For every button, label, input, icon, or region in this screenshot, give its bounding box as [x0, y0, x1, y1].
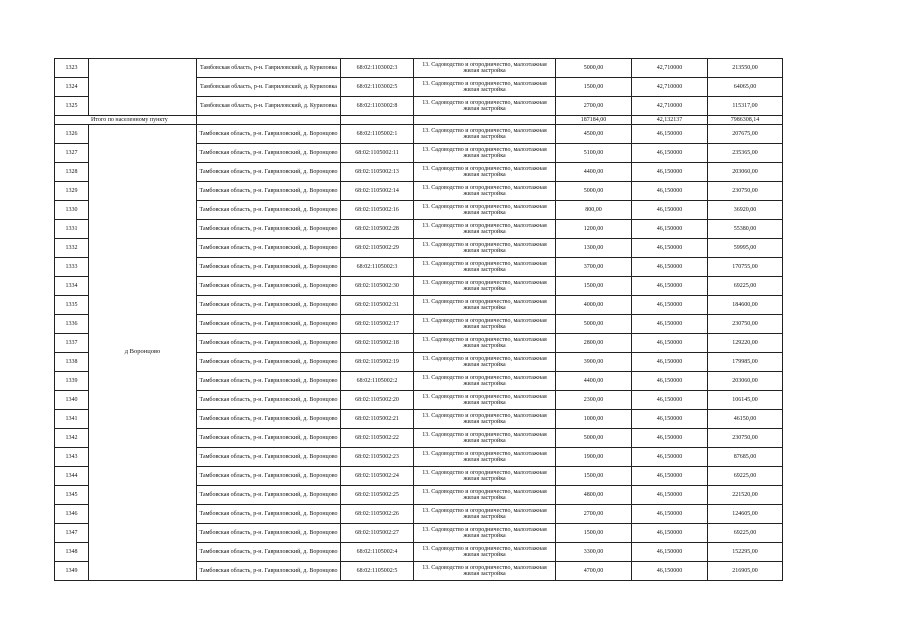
area-cell: 1500,00 — [556, 467, 632, 486]
value-cell: 124605,00 — [708, 505, 783, 524]
row-number: 1335 — [55, 296, 89, 315]
address-cell: Тамбовская область, р-н. Гавриловский, д. Воронцово — [197, 486, 341, 505]
area-cell: 2700,00 — [556, 505, 632, 524]
cadastral-number: 68:02:1105002:3 — [341, 258, 414, 277]
rate-cell: 46,150000 — [632, 524, 708, 543]
area-cell: 2700,00 — [556, 97, 632, 116]
address-cell: Тамбовская область, р-н. Гавриловский, д. Куриловка — [197, 59, 341, 78]
rate-cell: 46,150000 — [632, 410, 708, 429]
row-number: 1338 — [55, 353, 89, 372]
area-cell: 4400,00 — [556, 163, 632, 182]
document-page — [54, 58, 782, 581]
rate-cell: 46,150000 — [632, 239, 708, 258]
area-cell: 4400,00 — [556, 372, 632, 391]
row-number: 1324 — [55, 78, 89, 97]
cadastral-number: 68:02:1103002:5 — [341, 78, 414, 97]
address-cell: Тамбовская область, р-н. Гавриловский, д. Воронцово — [197, 448, 341, 467]
area-cell: 3900,00 — [556, 353, 632, 372]
address-cell: Тамбовская область, р-н. Гавриловский, д. Куриловка — [197, 78, 341, 97]
row-number: 1329 — [55, 182, 89, 201]
land-use-cell: 13. Садоводство и огородничество, малоэтажная жилая застройка — [414, 524, 556, 543]
area-cell: 800,00 — [556, 201, 632, 220]
total-label: Итого по населенному пункту — [55, 116, 197, 125]
address-cell: Тамбовская область, р-н. Гавриловский, д. Воронцово — [197, 144, 341, 163]
cadastral-number: 68:02:1105002:29 — [341, 239, 414, 258]
value-cell: 230750,00 — [708, 315, 783, 334]
land-use-cell: 13. Садоводство и огородничество, малоэтажная жилая застройка — [414, 182, 556, 201]
empty-cell — [414, 116, 556, 125]
land-use-cell: 13. Садоводство и огородничество, малоэтажная жилая застройка — [414, 258, 556, 277]
row-number: 1326 — [55, 125, 89, 144]
land-use-cell: 13. Садоводство и огородничество, малоэтажная жилая застройка — [414, 543, 556, 562]
land-use-cell: 13. Садоводство и огородничество, малоэтажная жилая застройка — [414, 334, 556, 353]
cadastral-number: 68:02:1105002:23 — [341, 448, 414, 467]
land-use-cell: 13. Садоводство и огородничество, малоэтажная жилая застройка — [414, 277, 556, 296]
rate-cell: 46,150000 — [632, 144, 708, 163]
row-number: 1327 — [55, 144, 89, 163]
cadastral-number: 68:02:1105002:4 — [341, 543, 414, 562]
cadastral-value-table — [54, 58, 783, 581]
rate-cell: 46,150000 — [632, 258, 708, 277]
value-cell: 179985,00 — [708, 353, 783, 372]
area-cell: 3300,00 — [556, 543, 632, 562]
rate-cell: 42,710000 — [632, 59, 708, 78]
row-number: 1345 — [55, 486, 89, 505]
address-cell: Тамбовская область, р-н. Гавриловский, д. Куриловка — [197, 97, 341, 116]
rate-cell: 46,150000 — [632, 353, 708, 372]
total-rate: 42,132137 — [632, 116, 708, 125]
row-number: 1325 — [55, 97, 89, 116]
rate-cell: 46,150000 — [632, 429, 708, 448]
rate-cell: 46,150000 — [632, 543, 708, 562]
land-use-cell: 13. Садоводство и огородничество, малоэтажная жилая застройка — [414, 391, 556, 410]
address-cell: Тамбовская область, р-н. Гавриловский, д. Воронцово — [197, 220, 341, 239]
area-cell: 1200,00 — [556, 220, 632, 239]
value-cell: 69225,00 — [708, 467, 783, 486]
rate-cell: 46,150000 — [632, 315, 708, 334]
row-number: 1337 — [55, 334, 89, 353]
address-cell: Тамбовская область, р-н. Гавриловский, д. Воронцово — [197, 334, 341, 353]
land-use-cell: 13. Садоводство и огородничество, малоэтажная жилая застройка — [414, 448, 556, 467]
address-cell: Тамбовская область, р-н. Гавриловский, д. Воронцово — [197, 391, 341, 410]
address-cell: Тамбовская область, р-н. Гавриловский, д. Воронцово — [197, 277, 341, 296]
total-area: 187184,00 — [556, 116, 632, 125]
rate-cell: 46,150000 — [632, 125, 708, 144]
row-number: 1330 — [55, 201, 89, 220]
land-use-cell: 13. Садоводство и огородничество, малоэтажная жилая застройка — [414, 220, 556, 239]
locality-cell — [89, 59, 197, 116]
row-number: 1343 — [55, 448, 89, 467]
value-cell: 59995,00 — [708, 239, 783, 258]
area-cell: 1000,00 — [556, 410, 632, 429]
row-number: 1342 — [55, 429, 89, 448]
row-number: 1339 — [55, 372, 89, 391]
area-cell: 1900,00 — [556, 448, 632, 467]
cadastral-number: 68:02:1103002:8 — [341, 97, 414, 116]
rate-cell: 46,150000 — [632, 182, 708, 201]
rate-cell: 46,150000 — [632, 562, 708, 581]
address-cell: Тамбовская область, р-н. Гавриловский, д. Воронцово — [197, 353, 341, 372]
cadastral-number: 68:02:1105002:19 — [341, 353, 414, 372]
cadastral-number: 68:02:1105002:27 — [341, 524, 414, 543]
value-cell: 115317,00 — [708, 97, 783, 116]
value-cell: 207675,00 — [708, 125, 783, 144]
address-cell: Тамбовская область, р-н. Гавриловский, д. Воронцово — [197, 524, 341, 543]
rate-cell: 46,150000 — [632, 296, 708, 315]
rate-cell: 42,710000 — [632, 97, 708, 116]
value-cell: 152295,00 — [708, 543, 783, 562]
area-cell: 1500,00 — [556, 78, 632, 97]
area-cell: 1500,00 — [556, 524, 632, 543]
row-number: 1333 — [55, 258, 89, 277]
value-cell: 106145,00 — [708, 391, 783, 410]
land-use-cell: 13. Садоводство и огородничество, малоэтажная жилая застройка — [414, 410, 556, 429]
address-cell: Тамбовская область, р-н. Гавриловский, д. Воронцово — [197, 182, 341, 201]
land-use-cell: 13. Садоводство и огородничество, малоэтажная жилая застройка — [414, 125, 556, 144]
rate-cell: 46,150000 — [632, 391, 708, 410]
address-cell: Тамбовская область, р-н. Гавриловский, д. Воронцово — [197, 543, 341, 562]
row-number: 1341 — [55, 410, 89, 429]
cadastral-number: 68:02:1105002:14 — [341, 182, 414, 201]
locality-cell: д Воронцово — [89, 125, 197, 581]
total-row — [55, 116, 783, 125]
address-cell: Тамбовская область, р-н. Гавриловский, д. Воронцово — [197, 315, 341, 334]
land-use-cell: 13. Садоводство и огородничество, малоэтажная жилая застройка — [414, 372, 556, 391]
area-cell: 2300,00 — [556, 391, 632, 410]
row-number: 1336 — [55, 315, 89, 334]
area-cell: 5000,00 — [556, 59, 632, 78]
cadastral-number: 68:02:1105002:16 — [341, 201, 414, 220]
area-cell: 4500,00 — [556, 125, 632, 144]
row-number: 1346 — [55, 505, 89, 524]
value-cell: 55380,00 — [708, 220, 783, 239]
address-cell: Тамбовская область, р-н. Гавриловский, д. Воронцово — [197, 467, 341, 486]
area-cell: 5000,00 — [556, 315, 632, 334]
area-cell: 1500,00 — [556, 277, 632, 296]
empty-cell — [341, 116, 414, 125]
land-use-cell: 13. Садоводство и огородничество, малоэтажная жилая застройка — [414, 201, 556, 220]
row-number: 1323 — [55, 59, 89, 78]
land-use-cell: 13. Садоводство и огородничество, малоэтажная жилая застройка — [414, 353, 556, 372]
cadastral-number: 68:02:1105002:31 — [341, 296, 414, 315]
cadastral-number: 68:02:1105002:2 — [341, 372, 414, 391]
address-cell: Тамбовская область, р-н. Гавриловский, д. Воронцово — [197, 201, 341, 220]
land-use-cell: 13. Садоводство и огородничество, малоэтажная жилая застройка — [414, 97, 556, 116]
cadastral-number: 68:02:1105002:21 — [341, 410, 414, 429]
land-use-cell: 13. Садоводство и огородничество, малоэтажная жилая застройка — [414, 562, 556, 581]
rate-cell: 46,150000 — [632, 467, 708, 486]
land-use-cell: 13. Садоводство и огородничество, малоэтажная жилая застройка — [414, 239, 556, 258]
cadastral-number: 68:02:1105002:26 — [341, 505, 414, 524]
area-cell: 5100,00 — [556, 144, 632, 163]
row-number: 1334 — [55, 277, 89, 296]
cadastral-number: 68:02:1105002:25 — [341, 486, 414, 505]
cadastral-number: 68:02:1105002:13 — [341, 163, 414, 182]
address-cell: Тамбовская область, р-н. Гавриловский, д. Воронцово — [197, 410, 341, 429]
empty-cell — [197, 116, 341, 125]
row-number: 1331 — [55, 220, 89, 239]
land-use-cell: 13. Садоводство и огородничество, малоэтажная жилая застройка — [414, 315, 556, 334]
cadastral-number: 68:02:1105002:11 — [341, 144, 414, 163]
area-cell: 3700,00 — [556, 258, 632, 277]
value-cell: 203060,00 — [708, 372, 783, 391]
row-number: 1344 — [55, 467, 89, 486]
cadastral-number: 68:02:1105002:5 — [341, 562, 414, 581]
rate-cell: 42,710000 — [632, 78, 708, 97]
value-cell: 216905,00 — [708, 562, 783, 581]
rate-cell: 46,150000 — [632, 334, 708, 353]
total-value: 7986308,14 — [708, 116, 783, 125]
area-cell: 4700,00 — [556, 562, 632, 581]
rate-cell: 46,150000 — [632, 448, 708, 467]
land-use-cell: 13. Садоводство и огородничество, малоэтажная жилая застройка — [414, 486, 556, 505]
value-cell: 64065,00 — [708, 78, 783, 97]
rate-cell: 46,150000 — [632, 486, 708, 505]
row-number: 1347 — [55, 524, 89, 543]
cadastral-number: 68:02:1105002:1 — [341, 125, 414, 144]
rate-cell: 46,150000 — [632, 277, 708, 296]
land-use-cell: 13. Садоводство и огородничество, малоэтажная жилая застройка — [414, 78, 556, 97]
value-cell: 213550,00 — [708, 59, 783, 78]
address-cell: Тамбовская область, р-н. Гавриловский, д. Воронцово — [197, 505, 341, 524]
land-use-cell: 13. Садоводство и огородничество, малоэтажная жилая застройка — [414, 467, 556, 486]
rate-cell: 46,150000 — [632, 372, 708, 391]
address-cell: Тамбовская область, р-н. Гавриловский, д. Воронцово — [197, 296, 341, 315]
value-cell: 235365,00 — [708, 144, 783, 163]
address-cell: Тамбовская область, р-н. Гавриловский, д. Воронцово — [197, 429, 341, 448]
land-use-cell: 13. Садоводство и огородничество, малоэтажная жилая застройка — [414, 296, 556, 315]
land-use-cell: 13. Садоводство и огородничество, малоэтажная жилая застройка — [414, 144, 556, 163]
area-cell: 4800,00 — [556, 486, 632, 505]
value-cell: 87685,00 — [708, 448, 783, 467]
area-cell: 2800,00 — [556, 334, 632, 353]
cadastral-number: 68:02:1105002:22 — [341, 429, 414, 448]
table-row — [55, 125, 783, 144]
rate-cell: 46,150000 — [632, 220, 708, 239]
address-cell: Тамбовская область, р-н. Гавриловский, д. Воронцово — [197, 562, 341, 581]
row-number: 1340 — [55, 391, 89, 410]
value-cell: 230750,00 — [708, 182, 783, 201]
area-cell: 1300,00 — [556, 239, 632, 258]
table-row — [55, 59, 783, 78]
value-cell: 230750,00 — [708, 429, 783, 448]
area-cell: 5000,00 — [556, 182, 632, 201]
land-use-cell: 13. Садоводство и огородничество, малоэтажная жилая застройка — [414, 505, 556, 524]
value-cell: 69225,00 — [708, 277, 783, 296]
value-cell: 129220,00 — [708, 334, 783, 353]
address-cell: Тамбовская область, р-н. Гавриловский, д. Воронцово — [197, 239, 341, 258]
address-cell: Тамбовская область, р-н. Гавриловский, д. Воронцово — [197, 163, 341, 182]
value-cell: 184600,00 — [708, 296, 783, 315]
land-use-cell: 13. Садоводство и огородничество, малоэтажная жилая застройка — [414, 429, 556, 448]
address-cell: Тамбовская область, р-н. Гавриловский, д. Воронцово — [197, 372, 341, 391]
land-use-cell: 13. Садоводство и огородничество, малоэтажная жилая застройка — [414, 59, 556, 78]
address-cell: Тамбовская область, р-н. Гавриловский, д. Воронцово — [197, 258, 341, 277]
value-cell: 36920,00 — [708, 201, 783, 220]
row-number: 1348 — [55, 543, 89, 562]
address-cell: Тамбовская область, р-н. Гавриловский, д. Воронцово — [197, 125, 341, 144]
cadastral-number: 68:02:1105002:24 — [341, 467, 414, 486]
value-cell: 203060,00 — [708, 163, 783, 182]
area-cell: 5000,00 — [556, 429, 632, 448]
cadastral-number: 68:02:1105002:28 — [341, 220, 414, 239]
value-cell: 170755,00 — [708, 258, 783, 277]
rate-cell: 46,150000 — [632, 163, 708, 182]
cadastral-number: 68:02:1103002:3 — [341, 59, 414, 78]
row-number: 1332 — [55, 239, 89, 258]
rate-cell: 46,150000 — [632, 201, 708, 220]
land-use-cell: 13. Садоводство и огородничество, малоэтажная жилая застройка — [414, 163, 556, 182]
value-cell: 221520,00 — [708, 486, 783, 505]
cadastral-number: 68:02:1105002:17 — [341, 315, 414, 334]
value-cell: 46150,00 — [708, 410, 783, 429]
row-number: 1349 — [55, 562, 89, 581]
cadastral-number: 68:02:1105002:18 — [341, 334, 414, 353]
rate-cell: 46,150000 — [632, 505, 708, 524]
cadastral-number: 68:02:1105002:20 — [341, 391, 414, 410]
area-cell: 4000,00 — [556, 296, 632, 315]
cadastral-number: 68:02:1105002:30 — [341, 277, 414, 296]
row-number: 1328 — [55, 163, 89, 182]
value-cell: 69225,00 — [708, 524, 783, 543]
